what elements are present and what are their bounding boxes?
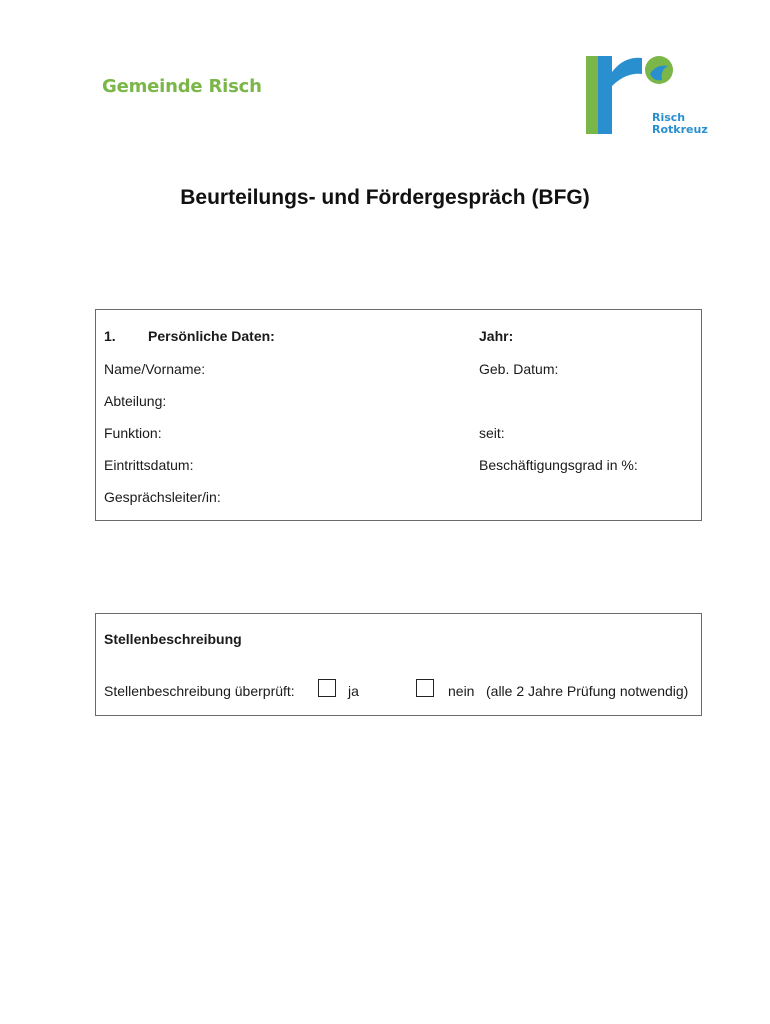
no-checkbox[interactable] [416, 679, 434, 697]
job-description-section [95, 613, 702, 716]
department-label: Abteilung: [104, 393, 167, 409]
yes-label: ja [348, 683, 359, 699]
document-title: Beurteilungs- und Fördergespräch (BFG) [180, 186, 590, 209]
birth-date-label: Geb. Datum: [479, 361, 559, 377]
year-label: Jahr: [479, 328, 514, 344]
interviewer-label: Gesprächsleiter/in: [104, 489, 221, 505]
job-description-checked-label: Stellenbeschreibung überprüft: [104, 683, 295, 699]
personal-data-section [95, 309, 702, 521]
logo-text-line1: Risch [652, 111, 686, 124]
name-label: Name/Vorname: [104, 361, 206, 377]
review-note: (alle 2 Jahre Prüfung notwendig) [486, 683, 689, 699]
logo-text-line2: Rotkreuz [652, 123, 708, 136]
entry-date-label: Eintrittsdatum: [104, 457, 194, 473]
no-label: nein [448, 683, 475, 699]
since-label: seit: [479, 425, 505, 441]
section-number: 1. [104, 328, 116, 344]
employment-level-label: Beschäftigungsgrad in %: [479, 457, 638, 473]
job-description-heading: Stellenbeschreibung [104, 631, 242, 647]
yes-checkbox[interactable] [318, 679, 336, 697]
function-label: Funktion: [104, 425, 162, 441]
logo-text [652, 112, 708, 136]
section-heading: Persönliche Daten: [148, 328, 275, 344]
org-name: Gemeinde Risch [102, 76, 262, 97]
